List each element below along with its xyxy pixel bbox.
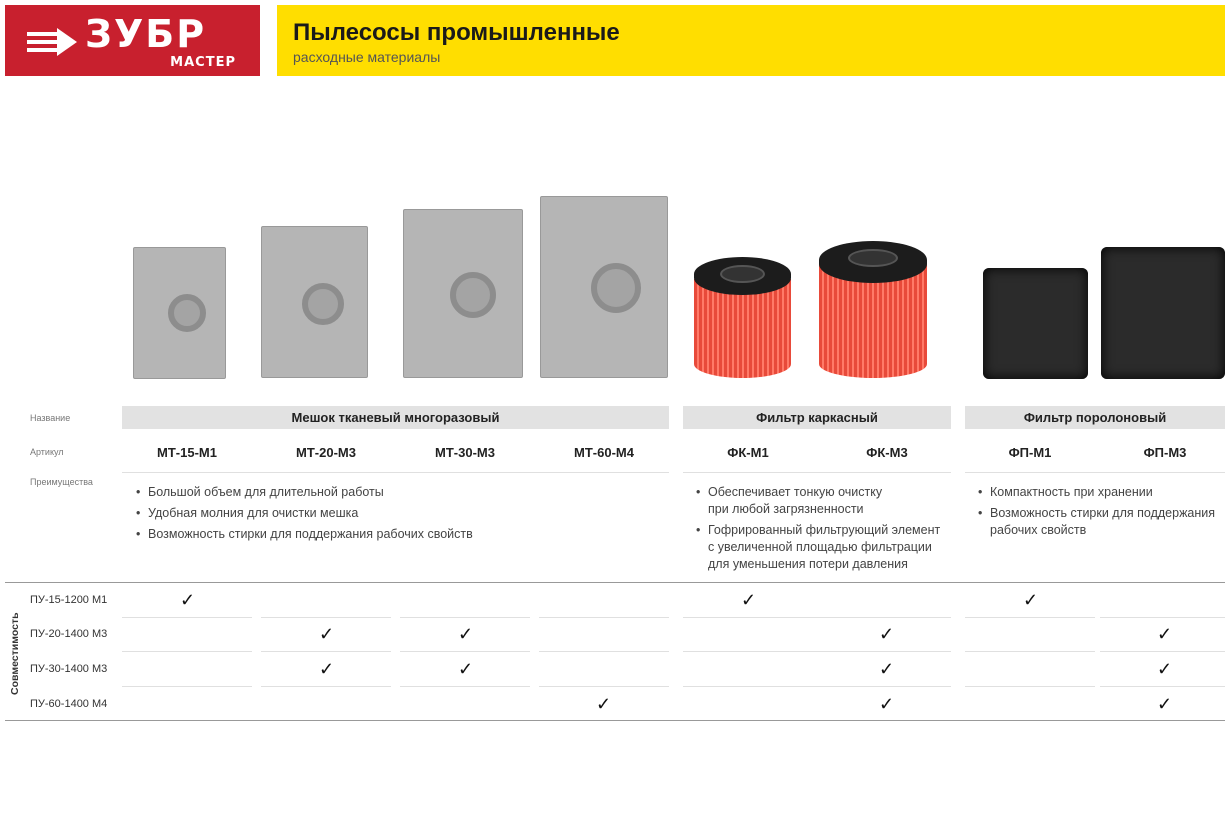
row-divider — [400, 651, 530, 652]
row-divider — [122, 617, 252, 618]
check-mark-icon: ✓ — [180, 590, 196, 610]
cartridge-filter-icon — [819, 241, 927, 378]
check-mark-icon: ✓ — [1157, 659, 1173, 679]
article-fk-m1: ФК-М1 — [727, 445, 769, 460]
row-divider — [400, 617, 530, 618]
benefits-bags — [136, 484, 646, 547]
check-mark-icon: ✓ — [879, 624, 895, 644]
row-label-name: Название — [30, 413, 71, 423]
row-divider — [1100, 617, 1225, 618]
foam-filter-icon — [1101, 247, 1225, 379]
article-mt-60-m4: МТ-60-М4 — [574, 445, 634, 460]
category-cartridge-filter: Фильтр каркасный — [683, 406, 951, 429]
row-divider — [683, 617, 951, 618]
row-divider — [539, 686, 669, 687]
row-divider — [122, 651, 252, 652]
brand-name: ЗУБР — [85, 12, 207, 56]
row-divider — [965, 686, 1095, 687]
row-divider — [1100, 651, 1225, 652]
row-label-benefits: Преимущества — [30, 477, 93, 487]
category-foam-filter: Фильтр поролоновый — [965, 406, 1225, 429]
row-divider — [683, 651, 951, 652]
benefit-item: • Возможность стирки для поддержания рабочих свойств — [978, 505, 1228, 539]
row-divider — [261, 617, 391, 618]
fabric-bag-icon — [133, 247, 226, 379]
benefit-item: • Большой объем для длительной работы — [136, 484, 646, 501]
row-divider — [539, 651, 669, 652]
row-divider — [400, 686, 530, 687]
benefits-cartridge — [696, 484, 946, 577]
compat-label: Совместимость — [9, 612, 21, 695]
check-mark-icon: ✓ — [1157, 624, 1173, 644]
benefit-item: • Обеспечивает тонкую очистку при любой загрязненности — [696, 484, 886, 518]
benefit-item: • Возможность стирки для поддержания рабочих свойств — [136, 526, 646, 543]
foam-filter-icon — [983, 268, 1088, 379]
article-fp-m3: ФП-М3 — [1143, 445, 1187, 460]
check-mark-icon: ✓ — [879, 694, 895, 714]
page-title: Пылесосы промышленные — [293, 19, 620, 46]
divider — [122, 472, 669, 473]
check-mark-icon: ✓ — [1023, 590, 1039, 610]
row-divider — [261, 686, 391, 687]
model-pu-20: ПУ-20-1400 М3 — [30, 628, 108, 640]
fabric-bag-icon — [403, 209, 523, 378]
row-divider — [965, 617, 1095, 618]
check-mark-icon: ✓ — [458, 659, 474, 679]
model-pu-30: ПУ-30-1400 М3 — [30, 663, 108, 675]
row-divider — [965, 651, 1095, 652]
article-mt-15-m1: МТ-15-М1 — [157, 445, 217, 460]
model-pu-60: ПУ-60-1400 М4 — [30, 698, 108, 710]
compat-top-rule — [5, 582, 1225, 583]
article-mt-20-m3: МТ-20-М3 — [296, 445, 356, 460]
cartridge-filter-icon — [694, 257, 791, 378]
model-pu-15: ПУ-15-1200 М1 — [30, 594, 108, 606]
row-divider — [539, 617, 669, 618]
divider — [683, 472, 951, 473]
row-divider — [683, 686, 951, 687]
benefit-item: • Компактность при хранении — [978, 484, 1228, 501]
check-mark-icon: ✓ — [319, 624, 335, 644]
row-divider — [1100, 686, 1225, 687]
check-mark-icon: ✓ — [458, 624, 474, 644]
compat-bottom-rule — [5, 720, 1225, 721]
brand-subname: МАСТЕР — [170, 55, 236, 70]
benefit-item: • Гофрированный фильтрующий элемент с увеличенной площадью фильтрации для уменьшения потери давления — [696, 522, 941, 573]
row-divider — [261, 651, 391, 652]
fabric-bag-icon — [540, 196, 668, 378]
header-banner — [277, 5, 1225, 76]
logo-arrow-icon — [27, 28, 77, 56]
check-mark-icon: ✓ — [596, 694, 612, 714]
check-mark-icon: ✓ — [741, 590, 757, 610]
check-mark-icon: ✓ — [1157, 694, 1173, 714]
benefit-item: • Удобная молния для очистки мешка — [136, 505, 646, 522]
category-fabric-bag: Мешок тканевый многоразовый — [122, 406, 669, 429]
article-fp-m1: ФП-М1 — [1008, 445, 1052, 460]
divider — [965, 472, 1225, 473]
row-label-article: Артикул — [30, 447, 64, 457]
check-mark-icon: ✓ — [879, 659, 895, 679]
row-divider — [122, 686, 252, 687]
benefits-sponge — [978, 484, 1228, 543]
brand-logo — [5, 5, 260, 76]
page-subtitle: расходные материалы — [293, 49, 441, 65]
article-mt-30-m3: МТ-30-М3 — [435, 445, 495, 460]
fabric-bag-icon — [261, 226, 368, 378]
check-mark-icon: ✓ — [319, 659, 335, 679]
article-fk-m3: ФК-М3 — [866, 445, 908, 460]
